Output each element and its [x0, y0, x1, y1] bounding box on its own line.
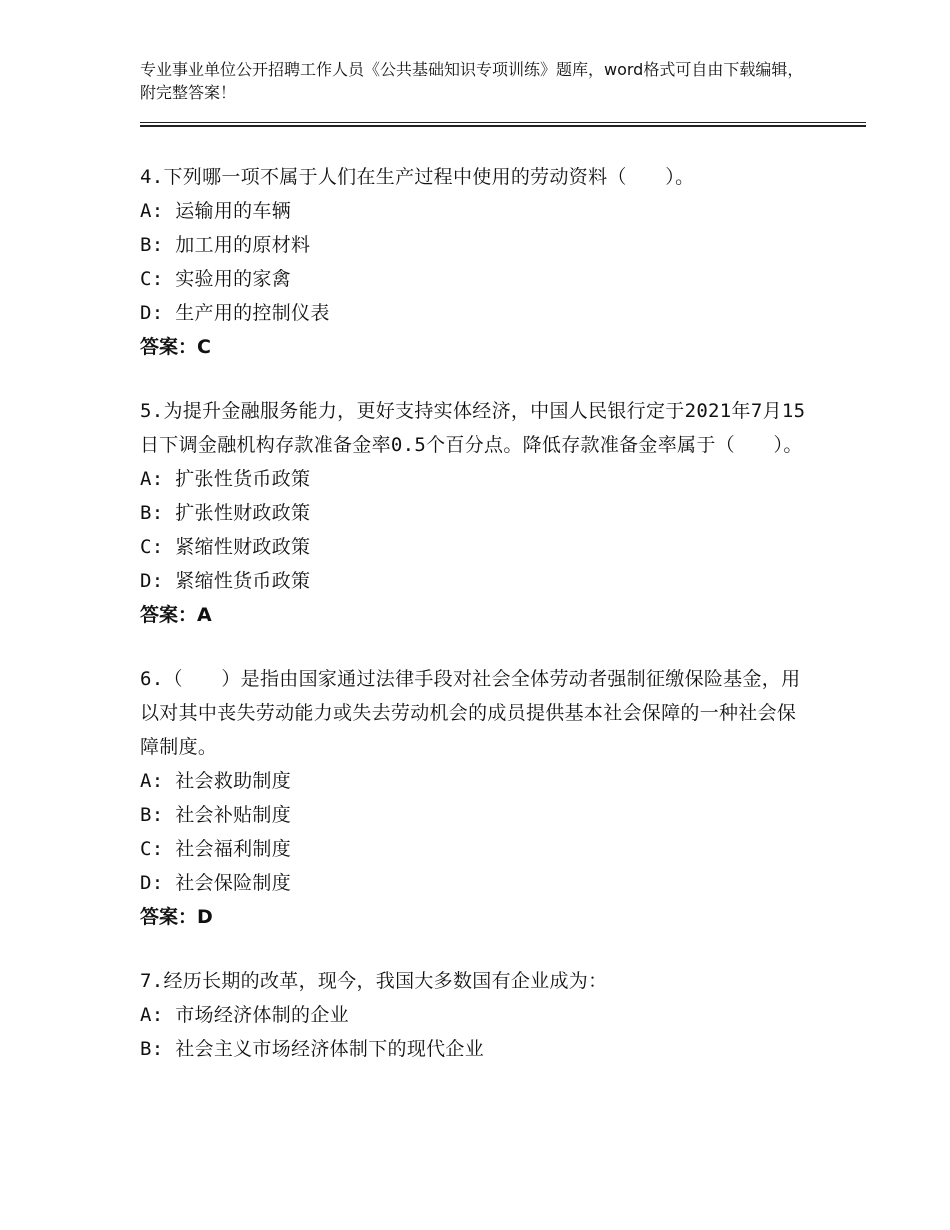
document-header: 专业事业单位公开招聘工作人员《公共基础知识专项训练》题库，word格式可自由下载编辑，附完整答案！: [140, 60, 804, 102]
option-a: A: 运输用的车辆: [140, 200, 292, 222]
option-d: D: 社会保险制度: [140, 872, 292, 894]
option-b: B: 加工用的原材料: [140, 234, 311, 256]
question-4: [140, 160, 810, 364]
answer-line: 答案：A: [140, 604, 212, 626]
question-list: [140, 160, 810, 1096]
option-b: B: 社会主义市场经济体制下的现代企业: [140, 1038, 485, 1060]
question-stem: 7.经历长期的改革，现今，我国大多数国有企业成为：: [140, 970, 608, 992]
option-a: A: 社会救助制度: [140, 770, 292, 792]
option-c: C: 实验用的家禽: [140, 268, 292, 290]
option-d: D: 紧缩性货币政策: [140, 570, 311, 592]
question-stem: 6.（ ）是指由国家通过法律手段对社会全体劳动者强制征缴保险基金，用以对其中丧失劳动能力或失去劳动机会的成员提供基本社会保障的一种社会保障制度。: [140, 668, 801, 758]
option-a: A: 市场经济体制的企业: [140, 1004, 349, 1026]
option-b: B: 扩张性财政政策: [140, 502, 311, 524]
question-5: [140, 394, 810, 632]
option-c: C: 社会福利制度: [140, 838, 292, 860]
header-divider: [140, 122, 866, 127]
option-a: A: 扩张性货币政策: [140, 468, 311, 490]
question-stem: 5.为提升金融服务能力，更好支持实体经济，中国人民银行定于2021年7月15日下调金融机构存款准备金率0.5个百分点。降低存款准备金率属于（ ）。: [140, 400, 806, 456]
question-7: [140, 964, 810, 1066]
option-b: B: 社会补贴制度: [140, 804, 292, 826]
option-c: C: 紧缩性财政政策: [140, 536, 311, 558]
answer-line: 答案：C: [140, 336, 211, 358]
question-6: [140, 662, 810, 934]
question-stem: 4.下列哪一项不属于人们在生产过程中使用的劳动资料（ ）。: [140, 166, 695, 188]
answer-line: 答案：D: [140, 906, 213, 928]
option-d: D: 生产用的控制仪表: [140, 302, 330, 324]
